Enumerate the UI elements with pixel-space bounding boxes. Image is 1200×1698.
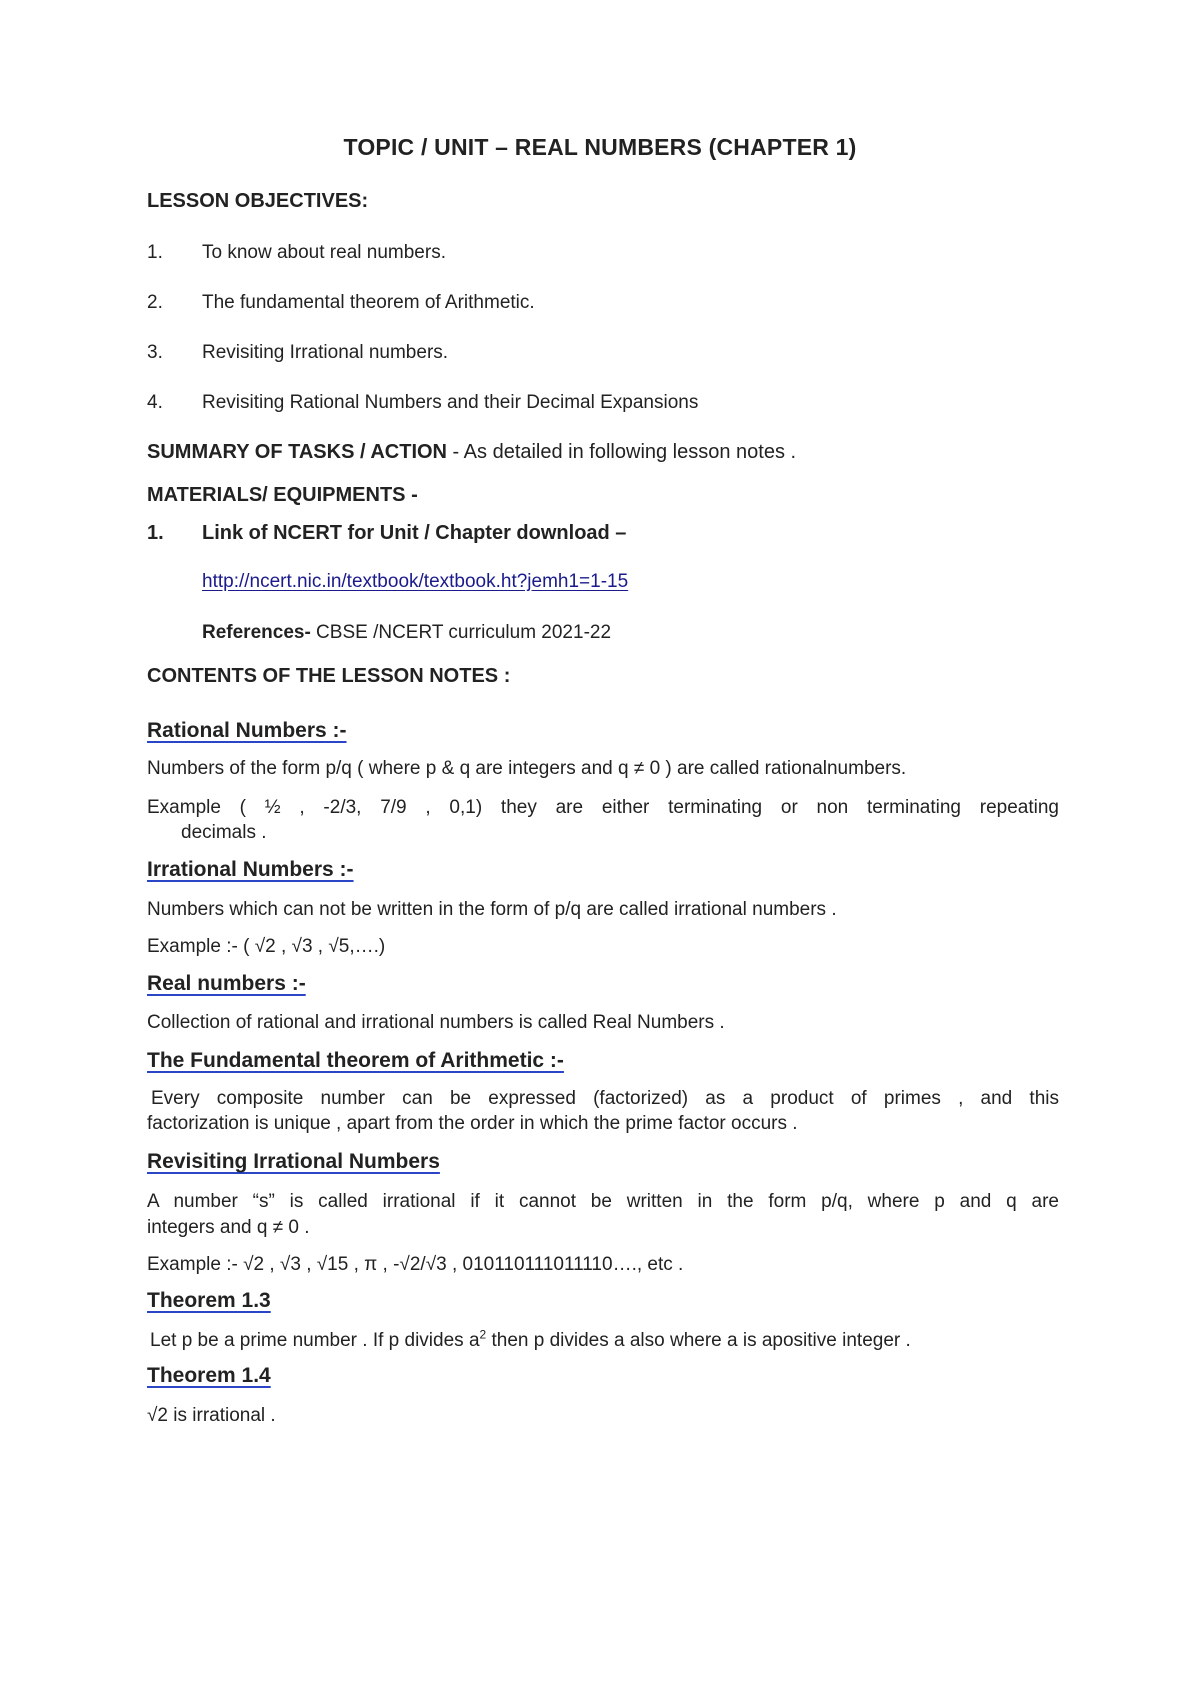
theorem-1-3-text — [150, 1327, 911, 1352]
irrational-example: Example :- ( √2 , √3 , √5,….) — [147, 936, 386, 957]
objective-number: 4. — [147, 392, 163, 413]
page-title: TOPIC / UNIT – REAL NUMBERS (CHAPTER 1) — [343, 134, 857, 160]
theorem-1-4-text: √2 is irrational . — [147, 1405, 276, 1426]
materials-heading: MATERIALS/ EQUIPMENTS - — [147, 484, 418, 506]
rational-example: Example ( ½ , -2/3, 7/9 , 0,1) they are either terminating or non terminating repeating — [147, 797, 1059, 818]
real-definition: Collection of rational and irrational numbers is called Real Numbers . — [147, 1012, 725, 1033]
objective-item: Revisiting Irrational numbers. — [202, 342, 449, 363]
summary-line — [147, 441, 796, 464]
objective-item: To know about real numbers. — [202, 242, 446, 263]
irrational-numbers-heading: Irrational Numbers :- — [147, 858, 354, 881]
irrational-definition: Numbers which can not be written in the form of p/q are called irrational numbers . — [147, 899, 837, 920]
revisiting-definition: A number “s” is called irrational if it cannot be written in the form p/q, where p and q are — [147, 1191, 1059, 1212]
references-line — [202, 622, 611, 644]
revisiting-example: Example :- √2 , √3 , √15 , π , -√2/√3 , 010110111011110…., etc . — [147, 1254, 684, 1275]
summary-text: - As detailed in following lesson notes . — [447, 441, 797, 463]
objective-item: The fundamental theorem of Arithmetic. — [202, 292, 535, 313]
fundamental-theorem-text-continued: factorization is unique , apart from the order in which the prime factor occurs . — [147, 1113, 798, 1134]
references-label: References- — [202, 622, 311, 643]
objective-number: 1. — [147, 242, 163, 263]
contents-heading: CONTENTS OF THE LESSON NOTES : — [147, 665, 511, 687]
theorem-1-3-text-part2: then p divides a also where a is apositive integer . — [486, 1330, 911, 1351]
ncert-download-link[interactable]: http://ncert.nic.in/textbook/textbook.ht?jemh1=1-15 — [202, 571, 629, 592]
theorem-1-3-superscript: 2 — [479, 1327, 487, 1342]
objective-number: 2. — [147, 292, 163, 313]
theorem-1-4-heading: Theorem 1.4 — [147, 1364, 271, 1387]
summary-label: SUMMARY OF TASKS / ACTION — [147, 441, 447, 463]
rational-definition: Numbers of the form p/q ( where p & q are integers and q ≠ 0 ) are called rationalnumbers. — [147, 758, 907, 779]
references-text: CBSE /NCERT curriculum 2021-22 — [310, 622, 612, 643]
materials-item-text: Link of NCERT for Unit / Chapter download – — [202, 522, 627, 544]
theorem-1-3-heading: Theorem 1.3 — [147, 1289, 271, 1312]
objective-number: 3. — [147, 342, 163, 363]
real-numbers-heading: Real numbers :- — [147, 972, 306, 995]
materials-item-number: 1. — [147, 522, 164, 544]
rational-numbers-heading: Rational Numbers :- — [147, 719, 347, 742]
fundamental-theorem-heading: The Fundamental theorem of Arithmetic :- — [147, 1049, 564, 1072]
revisiting-irrational-heading: Revisiting Irrational Numbers — [147, 1150, 440, 1173]
revisiting-definition-continued: integers and q ≠ 0 . — [147, 1217, 310, 1238]
lesson-objectives-heading: LESSON OBJECTIVES: — [147, 190, 369, 212]
fundamental-theorem-text: Every composite number can be expressed (factorized) as a product of primes , and this — [151, 1088, 1059, 1109]
theorem-1-3-text-part1: Let p be a prime number . If p divides a — [150, 1330, 480, 1351]
objective-item: Revisiting Rational Numbers and their Decimal Expansions — [202, 392, 699, 413]
rational-example-continued: decimals . — [181, 822, 267, 843]
